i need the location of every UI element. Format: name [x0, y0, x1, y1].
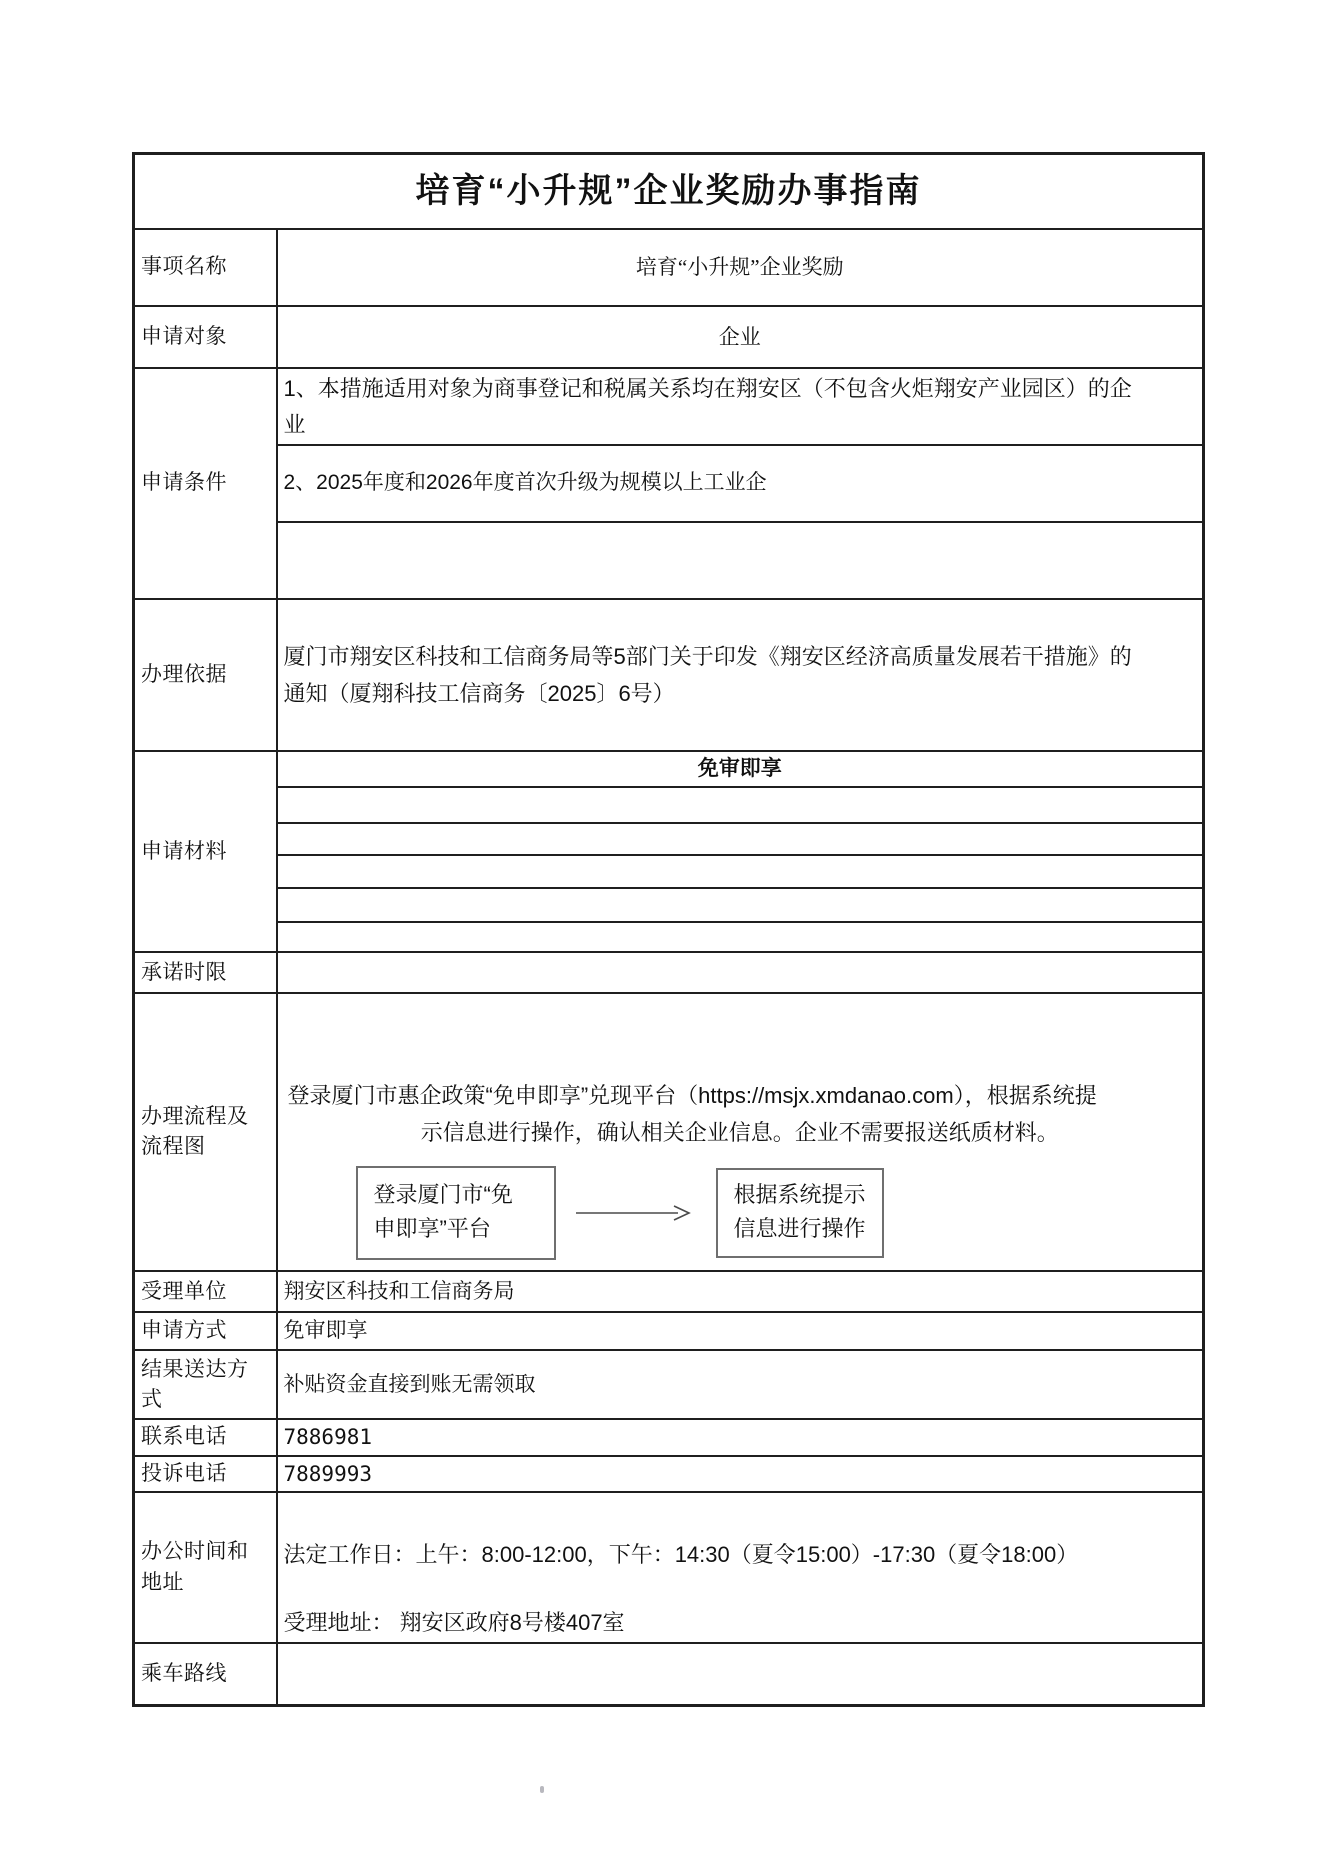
materials-empty-row — [277, 823, 1204, 855]
office-address: 受理地址： 翔安区政府8号楼407室 — [283, 1609, 625, 1635]
row-label-process: 办理流程及流程图 — [134, 993, 277, 1271]
table-row — [134, 922, 1204, 952]
row-label-bus-route: 乘车路线 — [134, 1643, 277, 1706]
flow-step-2-box — [716, 1168, 884, 1258]
table-row — [134, 823, 1204, 855]
materials-empty-row — [277, 888, 1204, 922]
table-row — [134, 154, 1204, 230]
condition-item-2: 2、2025年度和2026年度首次升级为规模以上工业企 — [277, 445, 1204, 522]
table-row — [134, 1271, 1204, 1312]
table-row — [134, 952, 1204, 993]
flow-step-1-box — [356, 1166, 556, 1260]
scan-artifact — [540, 1786, 544, 1793]
flow-step-2-line-1: 根据系统提示 — [733, 1181, 866, 1207]
table-row — [134, 229, 1204, 306]
row-label-materials: 申请材料 — [134, 751, 277, 952]
flow-step-2-line-2: 信息进行操作 — [733, 1215, 866, 1241]
table-row — [134, 1312, 1204, 1350]
table-row — [134, 787, 1204, 823]
row-value-item-name: 培育“小升规”企业奖励 — [277, 229, 1204, 306]
guide-table — [132, 152, 1205, 1707]
materials-empty-row — [277, 922, 1204, 952]
table-row — [134, 1643, 1204, 1706]
row-value-bus-route — [277, 1643, 1204, 1706]
office-hours: 法定工作日：上午：8:00-12:00，下午：14:30（夏令15:00）-17:30（夏令18:00） — [283, 1541, 1079, 1567]
row-value-office — [277, 1492, 1204, 1643]
row-label-promise-time: 承诺时限 — [134, 952, 277, 993]
table-row — [134, 888, 1204, 922]
row-label-item-name: 事项名称 — [134, 229, 277, 306]
row-value-accept-unit: 翔安区科技和工信商务局 — [277, 1271, 1204, 1312]
row-label-apply-method: 申请方式 — [134, 1312, 277, 1350]
row-label-contact-phone: 联系电话 — [134, 1419, 277, 1455]
table-row — [134, 855, 1204, 888]
materials-empty-row — [277, 787, 1204, 823]
table-row — [134, 993, 1204, 1271]
table-row — [134, 1419, 1204, 1455]
table-row — [134, 1350, 1204, 1419]
condition-item-1-line-1: 1、本措施适用对象为商事登记和税属关系均在翔安区（不包含火炬翔安产业园区）的企 — [283, 376, 1132, 402]
row-label-complaint-phone: 投诉电话 — [134, 1456, 277, 1492]
flow-step-1-line-1: 登录厦门市“免 — [373, 1181, 513, 1207]
table-row — [134, 751, 1204, 787]
row-label-applicant: 申请对象 — [134, 306, 277, 368]
row-value-complaint-phone: 7889993 — [277, 1456, 1204, 1492]
page-title: 培育“小升规”企业奖励办事指南 — [134, 154, 1204, 230]
table-row — [134, 306, 1204, 368]
row-value-apply-method: 免审即享 — [277, 1312, 1204, 1350]
table-row — [134, 522, 1204, 599]
materials-header: 免审即享 — [277, 751, 1204, 787]
row-value-contact-phone: 7886981 — [277, 1419, 1204, 1455]
flow-step-1-line-2: 申即享”平台 — [373, 1215, 491, 1241]
process-text-line-1: 登录厦门市惠企政策“免申即享”兑现平台（https://msjx.xmdanao.com），根据系统提 — [287, 1082, 1097, 1108]
row-value-basis — [277, 599, 1204, 751]
row-value-result-delivery: 补贴资金直接到账无需领取 — [277, 1350, 1204, 1419]
row-value-promise-time — [277, 952, 1204, 993]
basis-line-2: 通知（厦翔科技工信商务〔2025〕6号） — [283, 681, 675, 706]
table-row — [134, 599, 1204, 751]
flow-arrow-icon — [574, 1202, 692, 1224]
row-value-applicant: 企业 — [277, 306, 1204, 368]
materials-empty-row — [277, 855, 1204, 888]
row-label-result-delivery: 结果送达方式 — [134, 1350, 277, 1419]
table-row — [134, 1492, 1204, 1643]
row-label-accept-unit: 受理单位 — [134, 1271, 277, 1312]
table-row — [134, 368, 1204, 445]
row-value-process — [277, 993, 1204, 1271]
table-row — [134, 1456, 1204, 1492]
basis-line-1: 厦门市翔安区科技和工信商务局等5部门关于印发《翔安区经济高质量发展若干措施》的 — [283, 643, 1132, 669]
process-description — [284, 1005, 1197, 1260]
flowchart — [356, 1166, 1197, 1260]
condition-item-1-line-2: 业 — [283, 411, 306, 437]
condition-item-1 — [277, 368, 1204, 445]
row-label-basis: 办理依据 — [134, 599, 277, 751]
condition-item-3-empty — [277, 522, 1204, 599]
row-label-office: 办公时间和地址 — [134, 1492, 277, 1643]
table-row — [134, 445, 1204, 522]
process-text-line-2: 示信息进行操作，确认相关企业信息。企业不需要报送纸质材料。 — [420, 1120, 1059, 1146]
row-label-conditions: 申请条件 — [134, 368, 277, 599]
